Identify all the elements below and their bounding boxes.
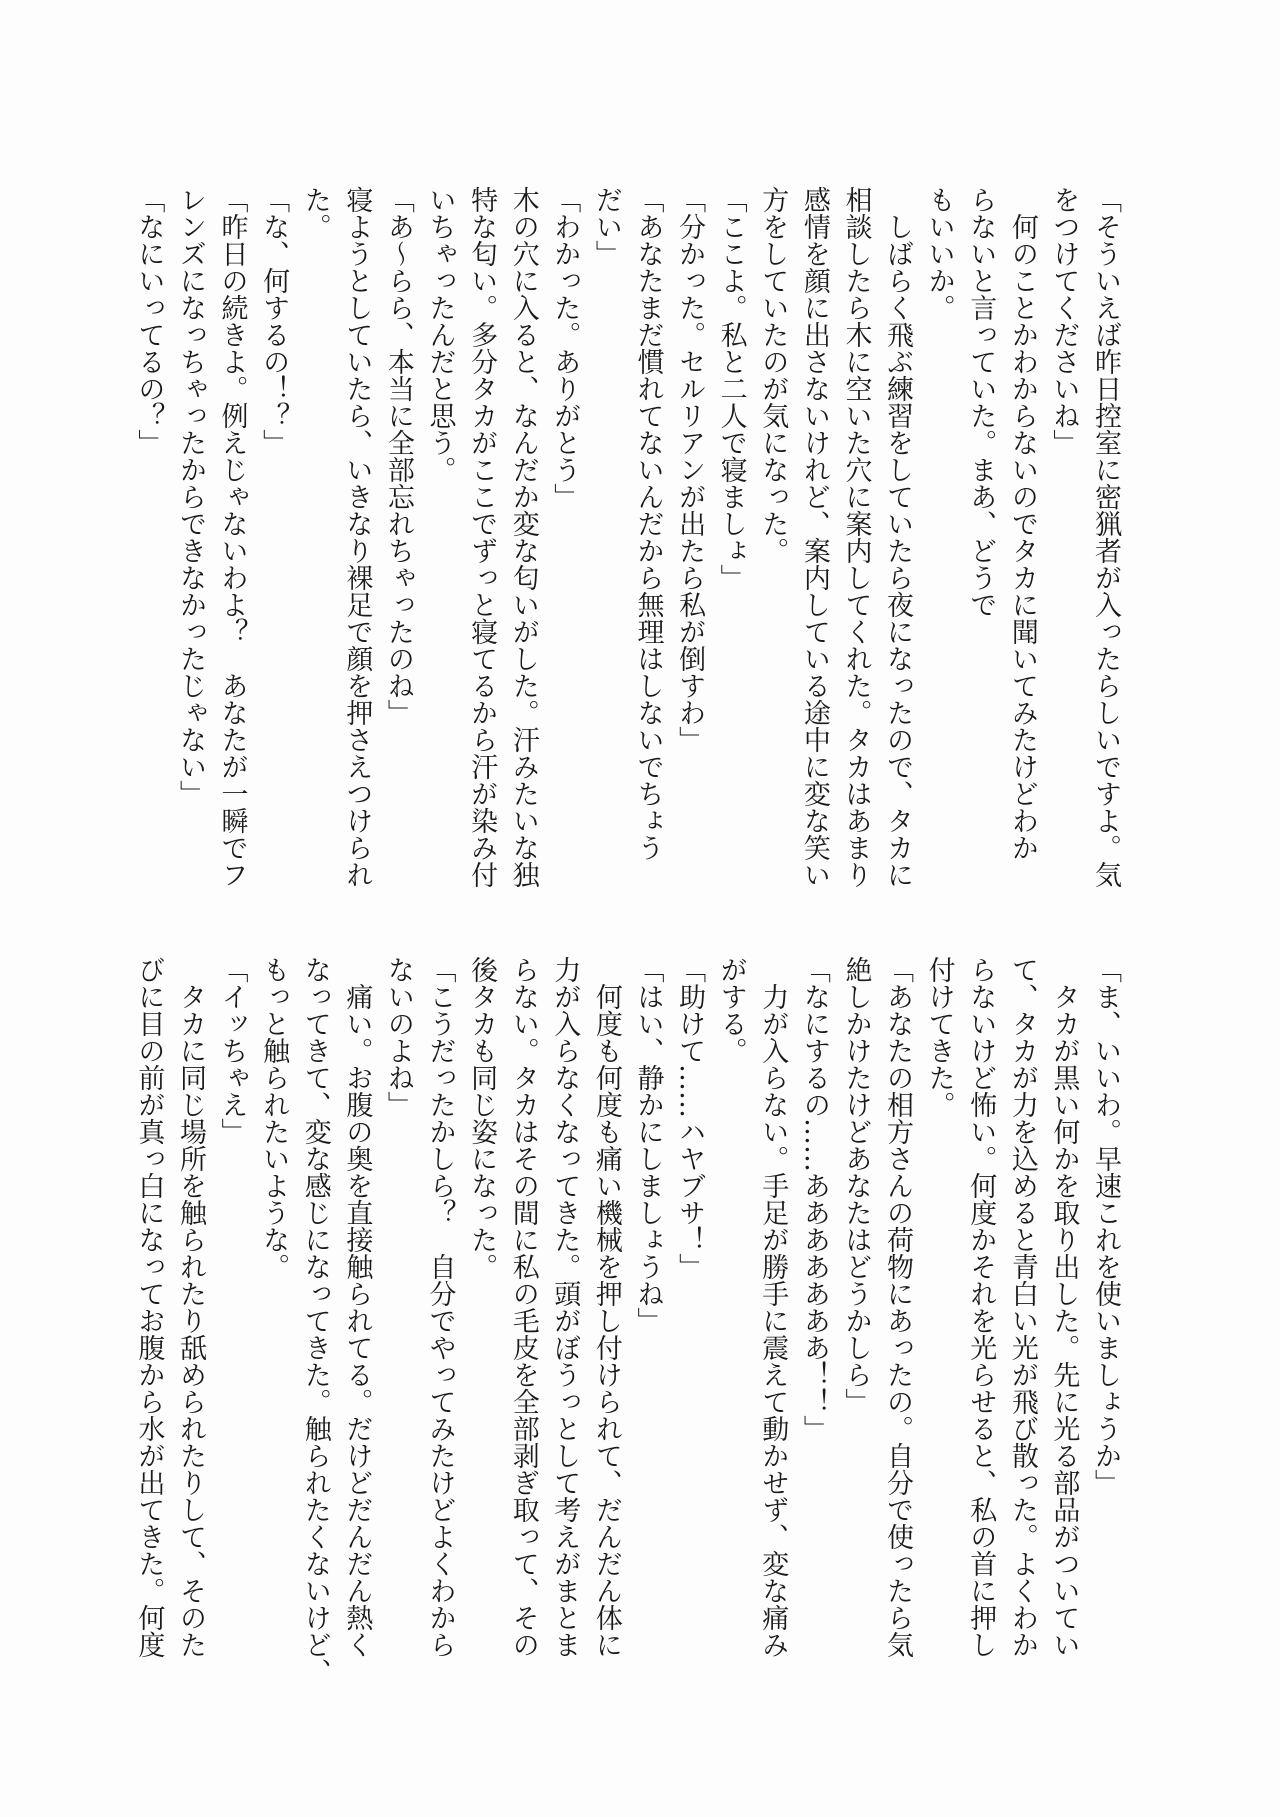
text-line: 「なにいってるの？」: [133, 186, 165, 456]
text-line: をつけてくださいね」: [1048, 186, 1080, 456]
text-line: 「こうだったかしら？ 自分でやってみたけどよくわから: [424, 956, 456, 1658]
text-line: 付けてきた。: [923, 956, 955, 1118]
text-line: た。: [299, 186, 331, 240]
text-line: 「な、何するの！？」: [258, 186, 290, 456]
text-line: 痛い。お腹の奥を直接触られてる。だけどだんだん熱く: [341, 956, 373, 1658]
text-line: 何のことかわからないのでタカに聞いてみたけどわか: [1006, 186, 1038, 861]
text-line: 「あなたの相方さんの荷物にあったの。自分で使ったら気: [882, 956, 914, 1658]
text-line: 何度も何度も痛い機械を押し付けられて、だんだん体に: [590, 956, 622, 1658]
text-line: タカに同じ場所を触られたり舐められたりして、そのた: [174, 956, 206, 1658]
text-line: 感情を顔に出さないけれど、案内している途中に変な笑い: [798, 186, 830, 888]
text-line: 「助けて……ハヤブサ！」: [674, 956, 706, 1280]
text-line: がする。: [715, 956, 747, 1064]
text-line: 「あなたまだ慣れてないんだから無理はしないでちょう: [632, 186, 664, 861]
text-line: 「そういえば昨日控室に密猟者が入ったらしいですよ。気: [1090, 186, 1121, 888]
text-line: 力が入らなくなってきた。頭がぼうっとして考えがまとま: [549, 956, 581, 1658]
text-line: びに目の前が真っ白になってお腹から水が出てきた。何度: [133, 956, 165, 1658]
text-line: 「なにするの……あああああああ！！」: [798, 956, 830, 1442]
text-line: もっと触られたいような。: [258, 956, 290, 1280]
text-block-bottom: [126, 956, 1126, 1685]
text-line: なってきて、変な感じになってきた。触られたくないけど、: [299, 956, 331, 1685]
text-line: 絶しかけたけどあなたはどうかしら」: [840, 956, 872, 1415]
text-line: 相談したら木に空いた穴に案内してくれた。タカはあまり: [840, 186, 872, 888]
text-line: 「あ〜らら、本当に全部忘れちゃったのね」: [382, 186, 414, 726]
text-line: 寝ようとしていたら、いきなり裸足で顔を押さえつけられ: [341, 186, 373, 888]
text-block-top: [126, 186, 1126, 906]
text-line: らないと言っていた。まあ、どうで: [965, 186, 997, 618]
text-line: だい」: [590, 186, 622, 267]
text-line: 「昨日の続きよ。例えじゃないわよ？ あなたが一瞬でフ: [216, 186, 248, 888]
text-line: 「イッちゃえ」: [216, 956, 248, 1145]
text-line: 特な匂い。多分タカがここでずっと寝てるから汗が染み付: [466, 186, 498, 888]
text-line: しばらく飛ぶ練習をしていたら夜になったので、タカに: [882, 186, 914, 888]
text-line: いちゃったんだと思う。: [424, 186, 456, 483]
text-line: 「わかった。ありがとう」: [549, 186, 581, 510]
text-line: タカが黒い何かを取り出した。先に光る部品がついてい: [1048, 956, 1080, 1658]
text-line: もいいか。: [923, 186, 955, 321]
text-line: 「はい、静かにしましょうね」: [632, 956, 664, 1334]
text-line: レンズになっちゃったからできなかったじゃない」: [174, 186, 206, 807]
text-line: 「ま、いいわ。早速これを使いましょうか」: [1090, 956, 1121, 1496]
text-line: て、タカが力を込めると青白い光が飛び散った。よくわか: [1006, 956, 1038, 1658]
text-line: 木の穴に入ると、なんだか変な匂いがした。汗みたいな独: [507, 186, 539, 888]
text-line: 力が入らない。手足が勝手に震えて動かせず、変な痛み: [757, 956, 789, 1658]
text-line: 方をしていたのが気になった。: [757, 186, 789, 564]
text-line: 「ここよ。私と二人で寝ましょ」: [715, 186, 747, 591]
text-line: 「分かった。セルリアンが出たら私が倒すわ」: [674, 186, 706, 753]
text-line: らないけど怖い。何度かそれを光らせると、私の首に押し: [965, 956, 997, 1658]
text-line: 後タカも同じ姿になった。: [466, 956, 498, 1280]
text-line: ないのよね」: [382, 956, 414, 1118]
text-line: らない。タカはその間に私の毛皮を全部剥ぎ取って、その: [507, 956, 539, 1658]
